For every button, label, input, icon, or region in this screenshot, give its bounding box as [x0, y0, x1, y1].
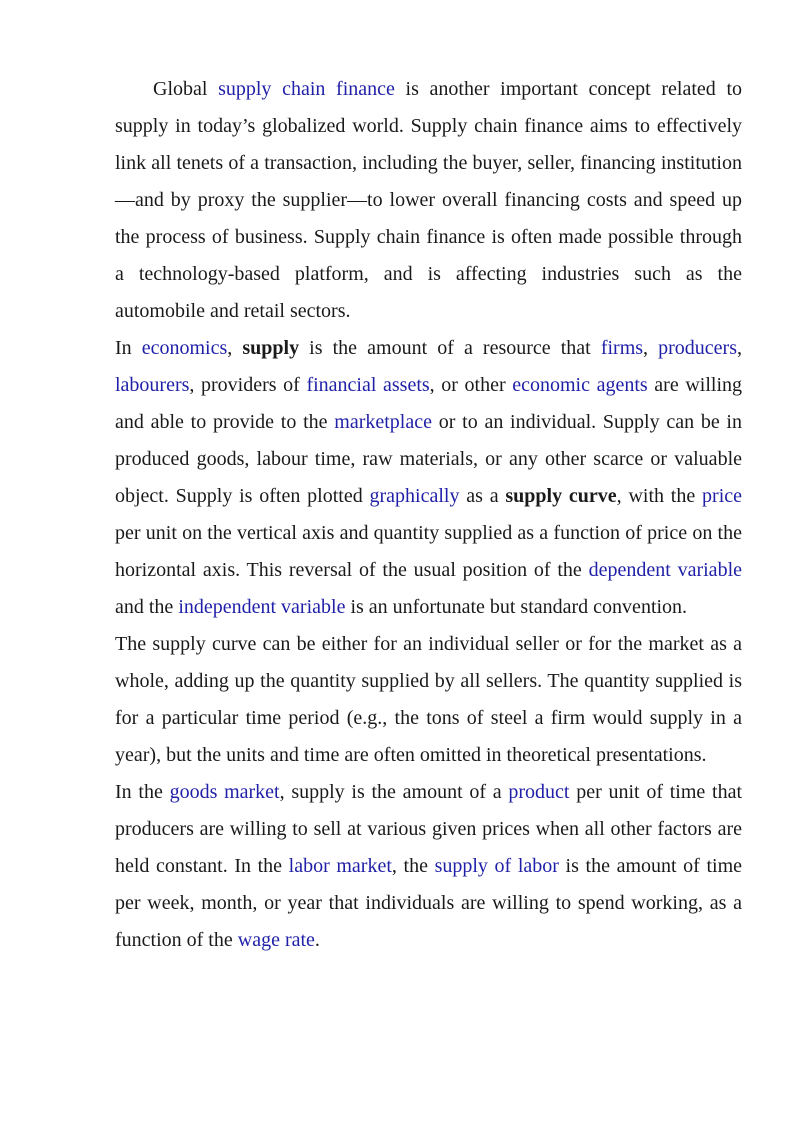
document-body [115, 71, 742, 959]
hyperlink[interactable]: product [508, 781, 570, 803]
bold-term: supply [242, 337, 300, 359]
text-run: is another important concept related to supply in today’s globalized world. Supply chain finance aims to effectively link all tenets of a transaction, including the buyer, seller, financing institution—and by proxy the supplier—to lower overall financing costs and speed up the process of business. Supply chain finance is often made possible through a technology-based platform, and is affecting industries such as the automobile and retail sectors. [115, 78, 742, 322]
hyperlink[interactable]: goods market [169, 781, 280, 803]
text-run: are willing and able to provide to the [115, 374, 742, 433]
text-run: is the amount of time per week, month, or year that individuals are willing to spend working, as a function of the [115, 855, 743, 951]
text-run: , [737, 337, 742, 359]
hyperlink[interactable]: wage rate [237, 929, 315, 951]
text-run: and the [115, 596, 179, 618]
paragraph [115, 626, 742, 774]
text-run: or to an individual. Supply can be in produced goods, labour time, raw materials, or any other scarce or valuable object. Supply is often plotted [115, 411, 742, 507]
text-run: per unit on the vertical axis and quantity supplied as a function of price on the horizontal axis. This reversal of the usual position of the [115, 522, 742, 581]
text-run: In [115, 337, 142, 359]
hyperlink[interactable]: economics [141, 337, 228, 359]
hyperlink[interactable]: firms [600, 337, 644, 359]
hyperlink[interactable]: marketplace [334, 411, 432, 433]
hyperlink[interactable]: labor market [288, 855, 392, 877]
text-run: , with the [616, 485, 703, 507]
hyperlink[interactable]: labourers [115, 374, 190, 396]
text-run: . [314, 929, 320, 951]
text-run: In the [115, 781, 170, 803]
text-run: , or other [429, 374, 513, 396]
text-run: , [643, 337, 659, 359]
hyperlink[interactable]: price [702, 485, 743, 507]
paragraph [115, 330, 742, 626]
hyperlink[interactable]: supply chain finance [218, 78, 395, 100]
text-run: , providers of [189, 374, 307, 396]
hyperlink[interactable]: producers [658, 337, 737, 359]
text-run: The supply curve can be either for an individual seller or for the market as a whole, adding up the quantity supplied by all sellers. The quantity supplied is for a particular time period (e.g., the tons of steel a firm would supply in a year), but the units and time are often omitted in theoretical presentations. [115, 633, 742, 766]
text-run: is an unfortunate but standard convention. [345, 596, 688, 618]
bold-term: supply curve [505, 485, 617, 507]
text-run: , the [391, 855, 435, 877]
hyperlink[interactable]: dependent variable [588, 559, 742, 581]
paragraph [115, 71, 742, 330]
text-run: Global [153, 78, 219, 100]
paragraph [115, 774, 742, 959]
text-run: as a [459, 485, 506, 507]
hyperlink[interactable]: graphically [369, 485, 460, 507]
hyperlink[interactable]: financial assets [306, 374, 430, 396]
text-run: , [227, 337, 243, 359]
text-run: , supply is the amount of a [279, 781, 509, 803]
text-run: is the amount of a resource that [299, 337, 601, 359]
hyperlink[interactable]: supply of labor [434, 855, 559, 877]
text-run: per unit of time that producers are willing to sell at various given prices when all other factors are held constant. In the [115, 781, 742, 877]
hyperlink[interactable]: independent variable [178, 596, 346, 618]
hyperlink[interactable]: economic agents [512, 374, 648, 396]
